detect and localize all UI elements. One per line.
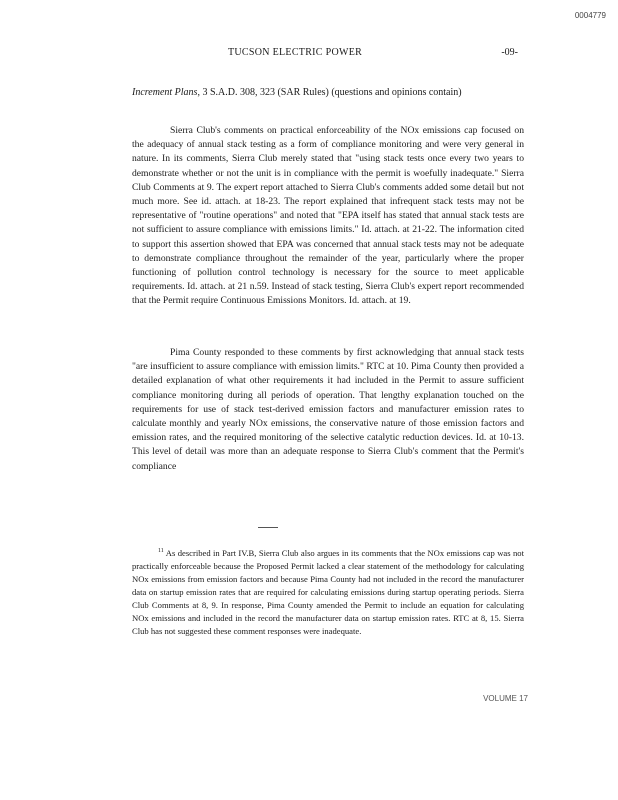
footnote-marker: 11 bbox=[158, 548, 164, 554]
body-paragraph-2: Pima County responded to these comments by first acknowledging that annual stack tests "are insufficient to assure compliance with emission limits." RTC at 10. Pima County then provided a detailed explanation of what other requirements it had included in the Permit to assure sufficient compliance monitoring during all periods of operation. That lengthy explanation touched on the requirements for use of stack test-derived emission factors and manufacturer emission rates to calculate monthly and yearly NOx emissions, the conservative nature of those emission factors and emission rates, and the required monitoring of the selective catalytic reduction devices. Id. at 10-13. This level of detail was more than an adequate response to Sierra Club's comment that the Permit's compliance bbox=[132, 347, 524, 472]
header-page-number: -09- bbox=[501, 47, 518, 58]
footnote-divider bbox=[258, 527, 278, 528]
header-title: TUCSON ELECTRIC POWER bbox=[228, 47, 363, 58]
footnote bbox=[132, 545, 524, 638]
subheading-text: , 3 S.A.D. 308, 323 (SAR Rules) (questions and opinions contain) bbox=[197, 87, 462, 98]
footnote-text: As described in Part IV.B, Sierra Club also argues in its comments that the NOx emissions cap was not practically enforceable because the Proposed Permit lacked a clear statement of the methodology for calculating NOx emissions from emission factors and because Pima County had not included in the record the manufacturer data on startup emission rates that are required for calculating emissions during startup operating periods. Sierra Club Comments at 8, 9. In response, Pima County amended the Permit to include an equation for calculating NOx emissions and included in the record the manufacturer data on startup emission rates. RTC at 8, 15. Sierra Club has not suggested these comment responses were inadequate. bbox=[132, 547, 524, 636]
volume-footer: VOLUME 17 bbox=[483, 694, 528, 703]
subheading-italic: Increment Plans bbox=[132, 87, 198, 98]
body-paragraph-1: Sierra Club's comments on practical enforceability of the NOx emissions cap focused on the adequacy of annual stack testing as a form of compliance monitoring and were very general in nature. In its comments, Sierra Club merely stated that "using stack tests once every two years to demonstrate whether or not the unit is in compliance with the permit is woefully inadequate." Sierra Club Comments at 9. The expert report attached to Sierra Club's comments added some detail but not much more. See id. attach. at 18-23. The report explained that infrequent stack tests may not be representative of "routine operations" and noted that "EPA itself has stated that annual stack tests are not sufficient to assure compliance with emissions limits." Id. attach. at 21-22. The information cited to support this assertion showed that EPA was concerned that annual stack tests may not be adequate to demonstrate compliance throughout the remainder of the year, particularly where the proper functioning of pollution control technology is necessary for the source to meet applicable requirements. Id. attach. at 21 n.59. Instead of stack testing, Sierra Club's expert report recommended that the Permit require Continuous Emissions Monitors. Id. attach. at 19. bbox=[132, 125, 524, 307]
section-subheading bbox=[132, 86, 522, 99]
bates-number: 0004779 bbox=[574, 11, 606, 20]
